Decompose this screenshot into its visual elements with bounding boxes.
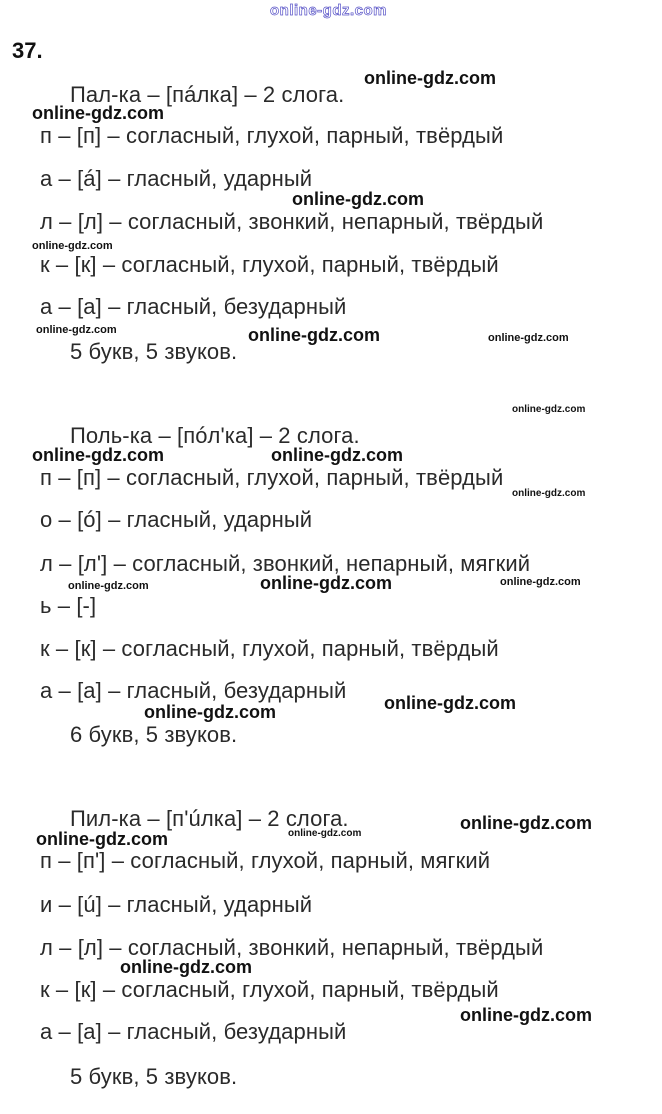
sound-line: п – [п] – согласный, глухой, парный, твёрдый bbox=[40, 123, 504, 148]
watermark: online-gdz.com bbox=[36, 829, 168, 849]
task-number: 37. bbox=[12, 38, 43, 63]
sound-line: ь – [-] bbox=[40, 593, 97, 618]
watermark: online-gdz.com bbox=[32, 240, 113, 252]
block-title: Поль-ка – [пóл'ка] – 2 слога. bbox=[70, 423, 360, 448]
watermark: online-gdz.com bbox=[364, 68, 496, 88]
watermark: online-gdz.com bbox=[460, 813, 592, 833]
watermark: online-gdz.com bbox=[32, 103, 164, 123]
sound-line: а – [а] – гласный, безударный bbox=[40, 294, 347, 319]
sound-line: а – [á] – гласный, ударный bbox=[40, 166, 313, 191]
sound-line: о – [ó] – гласный, ударный bbox=[40, 507, 313, 532]
sound-line: п – [п] – согласный, глухой, парный, твёрдый bbox=[40, 465, 504, 490]
header-watermark: online-gdz.com bbox=[270, 2, 387, 19]
watermark: online-gdz.com bbox=[512, 488, 586, 499]
watermark: online-gdz.com bbox=[120, 957, 252, 977]
watermark: online-gdz.com bbox=[488, 332, 569, 344]
sound-line: а – [а] – гласный, безударный bbox=[40, 1019, 347, 1044]
watermark: online-gdz.com bbox=[460, 1005, 592, 1025]
sound-line: л – [л'] – согласный, звонкий, непарный, мягкий bbox=[40, 551, 531, 576]
sound-line: л – [л] – согласный, звонкий, непарный, твёрдый bbox=[40, 935, 544, 960]
sound-line: и – [ú] – гласный, ударный bbox=[40, 892, 313, 917]
sound-line: л – [л] – согласный, звонкий, непарный, твёрдый bbox=[40, 209, 544, 234]
sound-line: п – [п'] – согласный, глухой, парный, мягкий bbox=[40, 848, 491, 873]
watermark: online-gdz.com bbox=[500, 576, 581, 588]
watermark: online-gdz.com bbox=[384, 693, 516, 713]
watermark: online-gdz.com bbox=[36, 324, 117, 336]
block-summary: 6 букв, 5 звуков. bbox=[70, 722, 238, 747]
watermark: online-gdz.com bbox=[512, 404, 586, 415]
block-summary: 5 букв, 5 звуков. bbox=[70, 339, 238, 364]
block-summary: 5 букв, 5 звуков. bbox=[70, 1064, 238, 1089]
sound-line: к – [к] – согласный, глухой, парный, твёрдый bbox=[40, 252, 499, 277]
block-title: Пил-ка – [п'úлка] – 2 слога. bbox=[70, 806, 349, 831]
watermark: online-gdz.com bbox=[32, 445, 164, 465]
watermark: online-gdz.com bbox=[68, 580, 149, 592]
sound-line: а – [а] – гласный, безударный bbox=[40, 678, 347, 703]
watermark: online-gdz.com bbox=[292, 189, 424, 209]
sound-line: к – [к] – согласный, глухой, парный, твёрдый bbox=[40, 636, 499, 661]
watermark: online-gdz.com bbox=[260, 573, 392, 593]
watermark: online-gdz.com bbox=[144, 702, 276, 722]
watermark: online-gdz.com bbox=[271, 445, 403, 465]
sound-line: к – [к] – согласный, глухой, парный, твёрдый bbox=[40, 977, 499, 1002]
watermark: online-gdz.com bbox=[288, 828, 362, 839]
block-title: Пал-ка – [пáлка] – 2 слога. bbox=[70, 82, 345, 107]
watermark: online-gdz.com bbox=[248, 325, 380, 345]
